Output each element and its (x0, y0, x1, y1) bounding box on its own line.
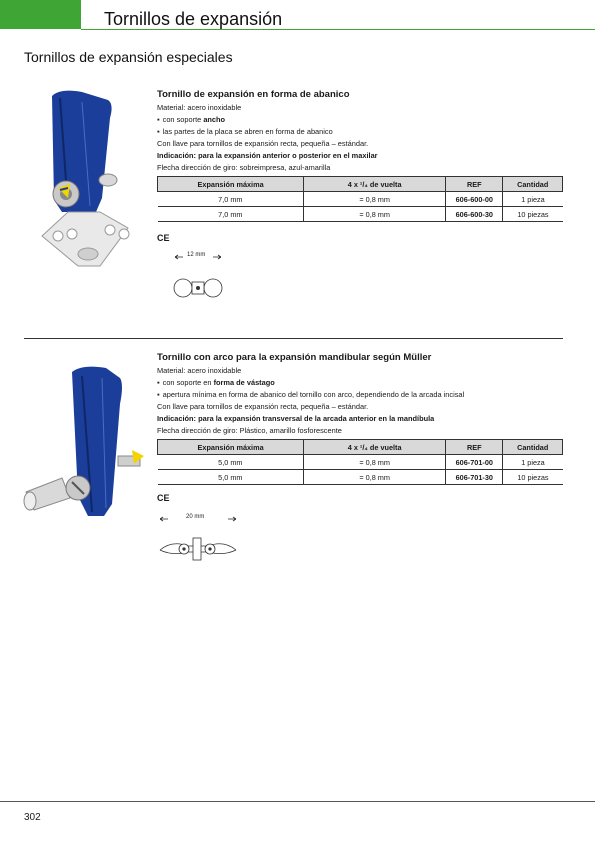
ce-mark: CE (157, 233, 170, 243)
ref-cell: 606-701-00 (446, 455, 503, 470)
ref-cell: 606-701-30 (446, 470, 503, 485)
section-title: Tornillos de expansión especiales (24, 49, 233, 65)
column-header: Cantidad (503, 177, 563, 192)
material-text: Material: acero inoxidable (157, 366, 242, 375)
table-cell: = 0,8 mm (304, 455, 446, 470)
table-cell: = 0,8 mm (304, 470, 446, 485)
fan-expansion-screw-image (38, 88, 138, 273)
table-header-row (158, 177, 563, 192)
indication-text: Indicación: para la expansión transversal de la arcada anterior en la mandíbula (157, 414, 435, 423)
header-accent-tab (0, 0, 81, 29)
product-muller-screw (157, 352, 563, 485)
column-header: Cantidad (503, 440, 563, 455)
bullet-item: ▪ apertura mínima en forma de abanico del tornillo con arco, dependiendo de la arcada incisal (157, 389, 563, 401)
ref-cell: 606-600-30 (446, 207, 503, 222)
key-text: Con llave para tornillos de expansión recta, pequeña – estándar. (157, 402, 369, 411)
table-cell: 10 piezas (503, 207, 563, 222)
muller-arch-screw-image (22, 364, 152, 524)
table-cell: 10 piezas (503, 470, 563, 485)
product-title: Tornillo de expansión en forma de abanico (157, 89, 350, 100)
dimension-label: 12 mm (187, 252, 206, 258)
column-header: Expansión máxima (158, 177, 304, 192)
product-title: Tornillo con arco para la expansión mandibular según Müller (157, 352, 432, 363)
column-header: Expansión máxima (158, 440, 304, 455)
table-row (158, 470, 563, 485)
bullet-item: ▪ con soporte ancho (157, 114, 563, 126)
column-header: 4 x ¹/₄ de vuelta (304, 440, 446, 455)
dimension-arrows (160, 515, 236, 523)
table-cell: 1 pieza (503, 455, 563, 470)
bullet-item: ▪ las partes de la placa se abren en forma de abanico (157, 126, 563, 138)
table-cell: 5,0 mm (158, 455, 304, 470)
dimension-arrows (175, 253, 221, 261)
page-number: 302 (24, 812, 41, 823)
page-title: Tornillos de expansión (104, 9, 283, 29)
ref-cell: 606-600-00 (446, 192, 503, 207)
table-cell: 1 pieza (503, 192, 563, 207)
table-row (158, 455, 563, 470)
arrow-text: Flecha dirección de giro: sobreimpresa, azul-amarilla (157, 163, 331, 172)
spec-table (157, 439, 563, 485)
table-header-row (158, 440, 563, 455)
section-divider (24, 338, 563, 339)
table-cell: 5,0 mm (158, 470, 304, 485)
material-text: Material: acero inoxidable (157, 103, 242, 112)
table-row (158, 192, 563, 207)
table-cell: = 0,8 mm (304, 207, 446, 222)
arrow-text: Flecha dirección de giro: Plástico, amarillo fosforescente (157, 426, 342, 435)
table-cell: 7,0 mm (158, 192, 304, 207)
bullet-item: ▪ con soporte en forma de vástago (157, 377, 563, 389)
fan-screw-diagram (172, 277, 224, 299)
spec-table (157, 176, 563, 222)
key-text: Con llave para tornillos de expansión recta, pequeña – estándar. (157, 139, 369, 148)
product-fan-screw (157, 89, 563, 222)
footer-rule (0, 801, 595, 802)
table-row (158, 207, 563, 222)
arch-screw-diagram (158, 536, 238, 562)
table-cell: = 0,8 mm (304, 192, 446, 207)
dimension-label: 20 mm (186, 514, 205, 520)
column-header: 4 x ¹/₄ de vuelta (304, 177, 446, 192)
column-header: REF (446, 177, 503, 192)
indication-text: Indicación: para la expansión anterior o posterior en el maxilar (157, 151, 378, 160)
column-header: REF (446, 440, 503, 455)
table-cell: 7,0 mm (158, 207, 304, 222)
ce-mark: CE (157, 493, 170, 503)
